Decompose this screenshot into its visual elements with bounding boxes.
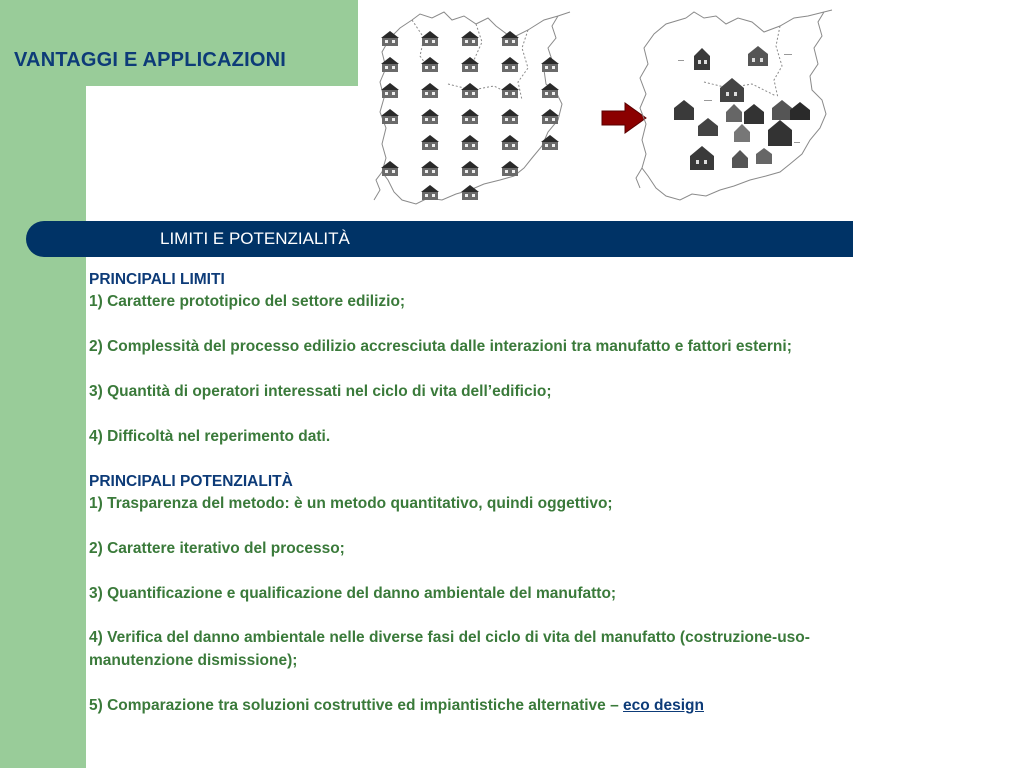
region-map-local-houses bbox=[634, 8, 844, 213]
section-banner bbox=[26, 221, 853, 257]
house-icon bbox=[461, 57, 479, 72]
house-icon bbox=[421, 135, 439, 150]
house-icon bbox=[461, 31, 479, 46]
limit-item: 3) Quantità di operatori interessati nel ciclo di vita dell’edificio; bbox=[89, 383, 552, 400]
eco-design-link[interactable]: eco design bbox=[623, 696, 704, 714]
house-icon bbox=[421, 57, 439, 72]
sidebar-decoration bbox=[0, 0, 86, 768]
potential-item: 2) Carattere iterativo del processo; bbox=[89, 539, 345, 557]
house-icon bbox=[541, 83, 559, 98]
potentials-heading: PRINCIPALI POTENZIALITÀ bbox=[89, 472, 293, 490]
header-band bbox=[0, 0, 358, 86]
slide-content bbox=[89, 269, 879, 717]
corner-curve bbox=[86, 86, 146, 146]
house-icon bbox=[421, 161, 439, 176]
potential-item: 3) Quantificazione e qualificazione del danno ambientale del manufatto; bbox=[89, 584, 617, 602]
limit-item: 1) Carattere prototipico del settore edilizio; bbox=[89, 293, 406, 311]
house-icon bbox=[381, 83, 399, 98]
house-icon bbox=[461, 109, 479, 124]
house-icon bbox=[381, 161, 399, 176]
house-icon bbox=[501, 57, 519, 72]
house-icon bbox=[501, 109, 519, 124]
house-icon bbox=[461, 135, 479, 150]
house-icon bbox=[501, 135, 519, 150]
house-icon bbox=[421, 109, 439, 124]
potential-item: 1) Trasparenza del metodo: è un metodo quantitativo, quindi oggettivo; bbox=[89, 495, 613, 512]
house-icon bbox=[461, 161, 479, 176]
house-icon bbox=[501, 31, 519, 46]
house-icon bbox=[461, 83, 479, 98]
house-icon bbox=[501, 161, 519, 176]
limit-item: 2) Complessità del processo edilizio accresciuta dalle interazioni tra manufatto e fattori esterni; bbox=[89, 338, 792, 356]
house-icon bbox=[421, 83, 439, 98]
house-icon bbox=[541, 109, 559, 124]
slide-title: VANTAGGI E APPLICAZIONI bbox=[14, 49, 287, 71]
limit-item: 4) Difficoltà nel reperimento dati. bbox=[89, 427, 331, 445]
house-icon bbox=[421, 185, 439, 200]
house-icon bbox=[381, 109, 399, 124]
region-map-uniform-houses bbox=[372, 8, 592, 213]
limits-heading: PRINCIPALI LIMITI bbox=[89, 271, 225, 288]
section-banner-title: LIMITI E POTENZIALITÀ bbox=[160, 229, 350, 248]
house-icon bbox=[501, 83, 519, 98]
house-icon bbox=[541, 57, 559, 72]
house-icon bbox=[421, 31, 439, 46]
potential-item-last bbox=[89, 695, 879, 717]
house-icon bbox=[381, 31, 399, 46]
potential-item: 4) Verifica del danno ambientale nelle diverse fasi del ciclo di vita del manufatto (costruzione-uso- manutenzione dismissione); bbox=[89, 629, 810, 669]
house-icon bbox=[541, 135, 559, 150]
potential-item-text: 5) Comparazione tra soluzioni costruttive ed impiantistiche alternative – bbox=[89, 696, 624, 714]
